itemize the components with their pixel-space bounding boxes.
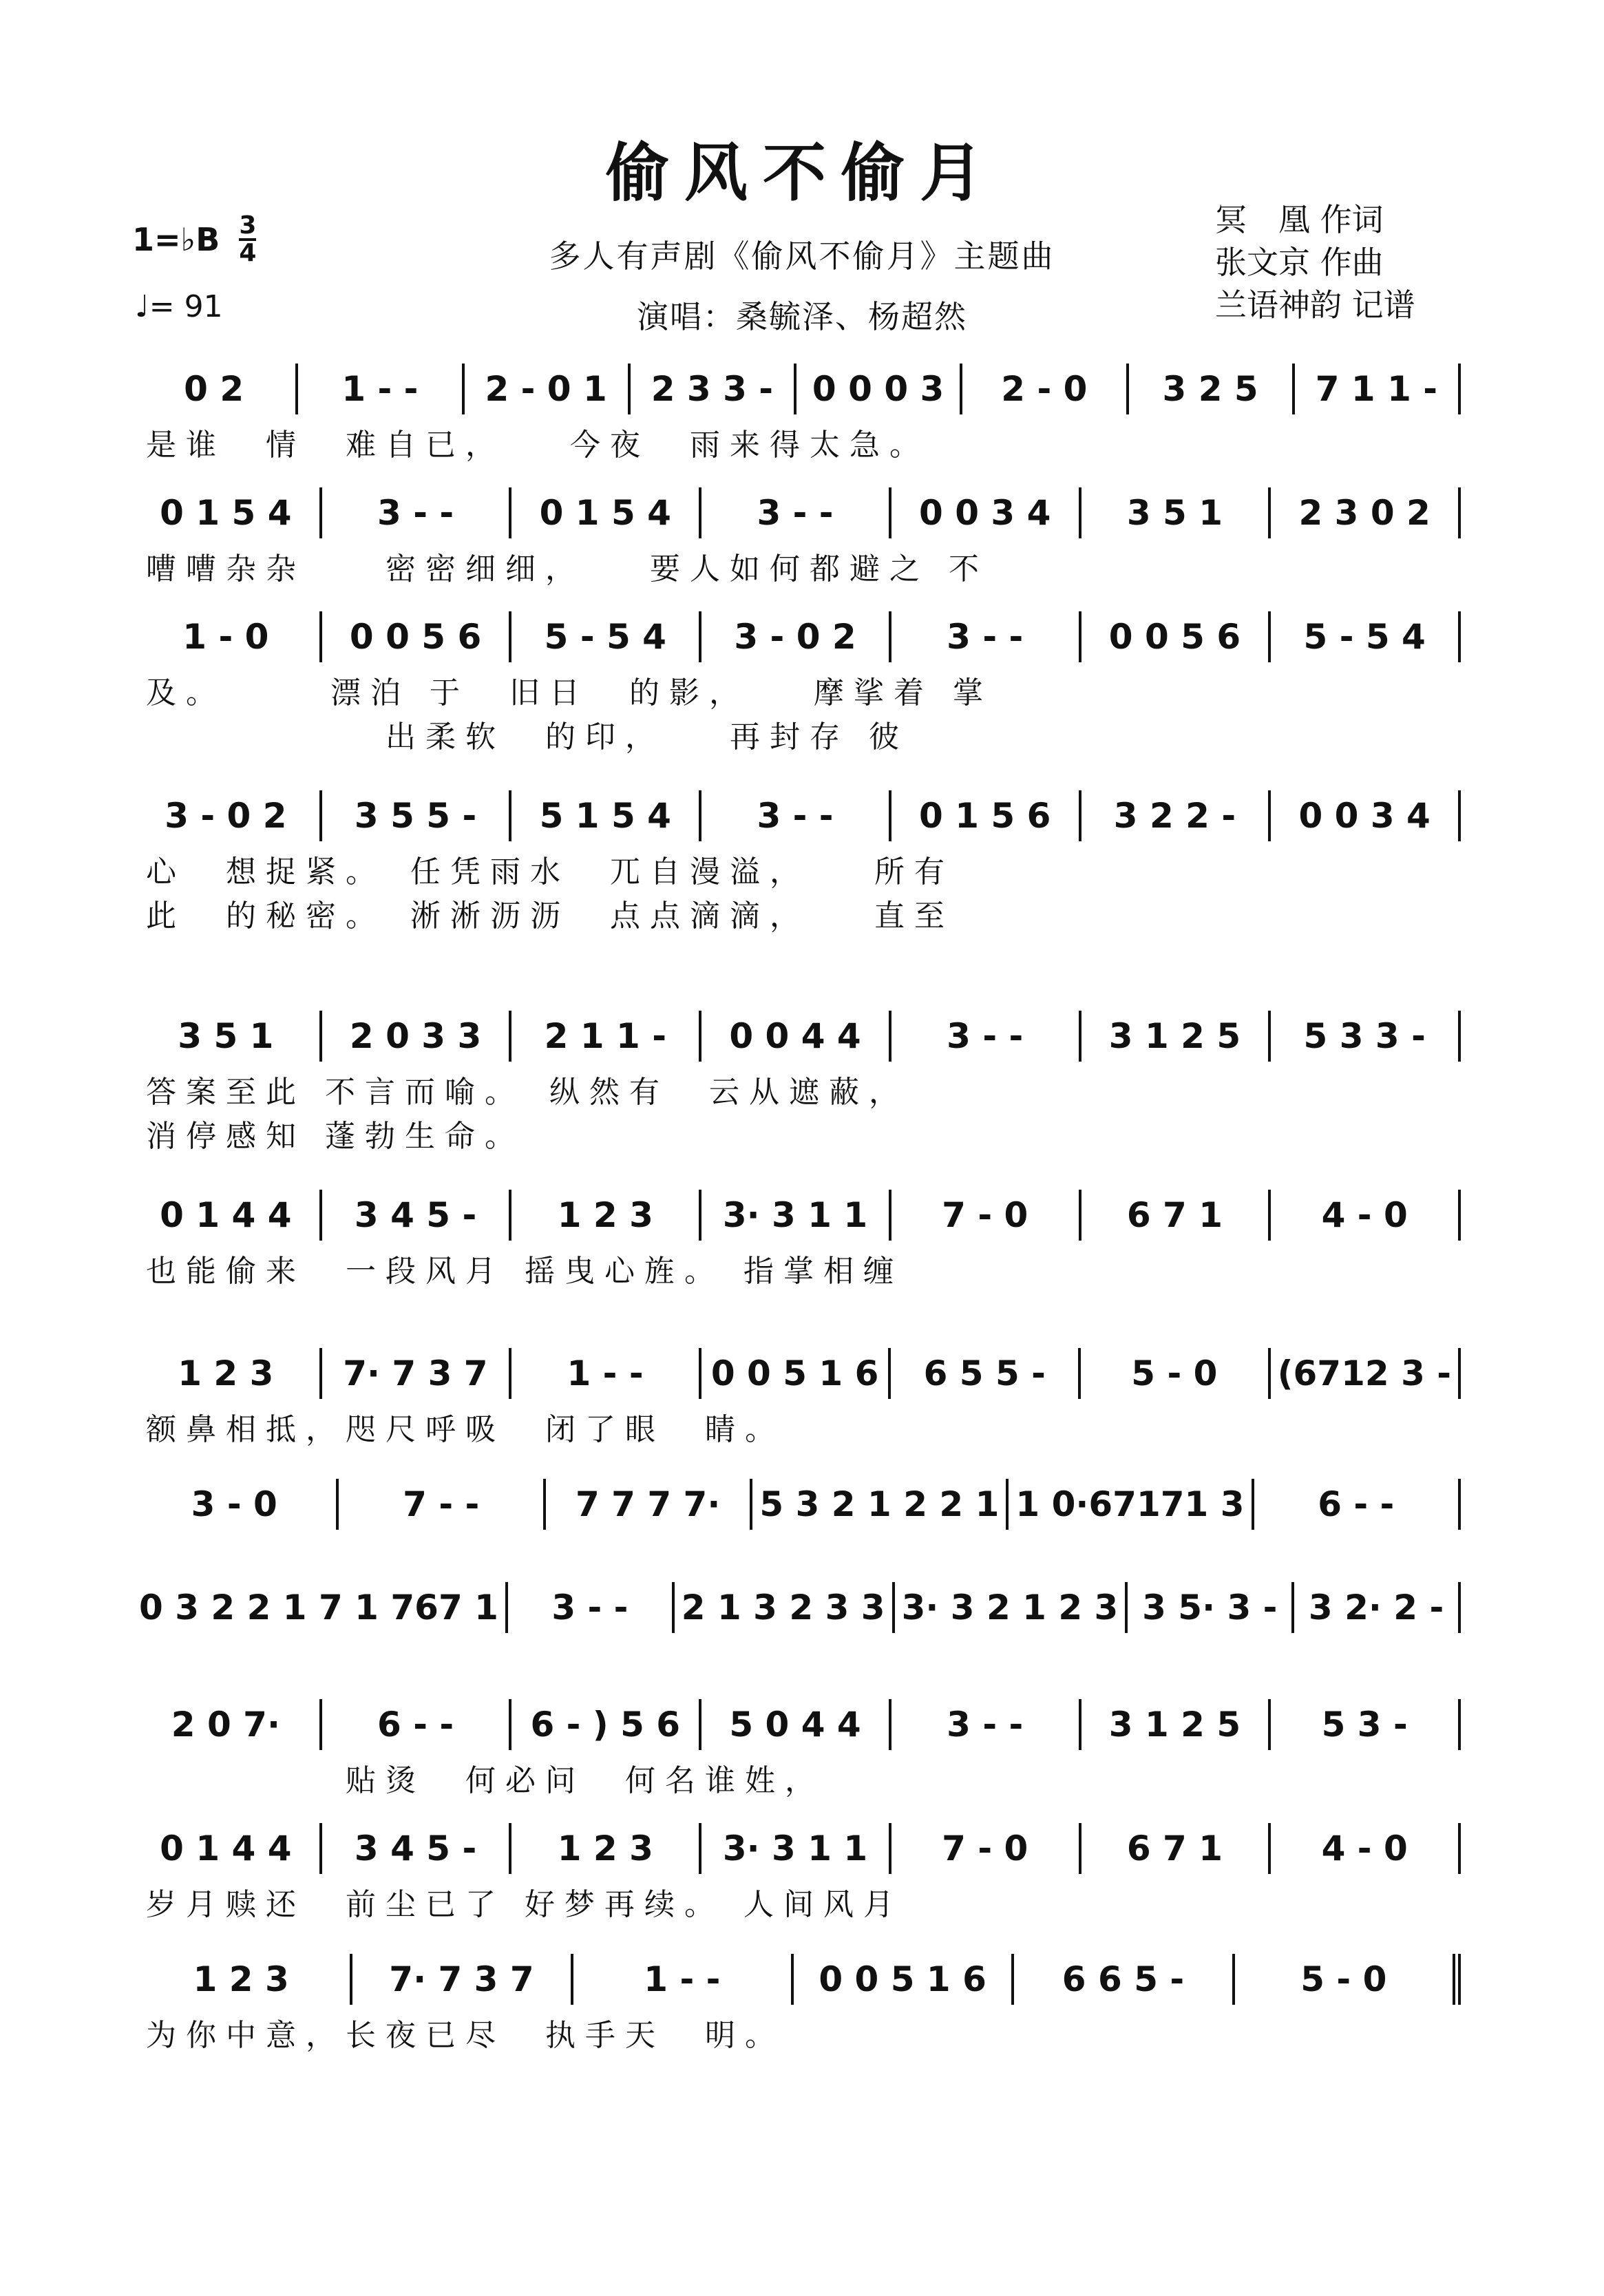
measure: 5 - 5 4	[511, 611, 701, 662]
measure: 3 4 5 -	[322, 1823, 512, 1874]
score-system	[132, 1694, 1461, 1800]
measure: 0 0 0 3	[796, 364, 962, 414]
measure: 2 3 0 2	[1271, 487, 1461, 538]
lyric-line: 消停感知 蓬勃生命。	[146, 1119, 525, 1154]
lyric-line: 答案至此 不言而喻。 纵然有 云从遮蔽，	[146, 1075, 909, 1110]
score-system	[132, 1818, 1461, 1924]
score-system	[132, 1342, 1461, 1449]
measure: 3 5 1	[132, 1011, 322, 1062]
measure: 2 1 3 2 3 3	[675, 1582, 895, 1633]
measure: 6 - ) 5 6	[511, 1699, 701, 1750]
measure: 0 0 3 4	[1271, 790, 1461, 841]
measure: 7· 7 3 7	[322, 1348, 512, 1399]
song-title: 偷风不偷月	[605, 136, 998, 210]
measure: 3· 3 1 1	[701, 1823, 891, 1874]
measure: 3 2 2 -	[1081, 790, 1271, 841]
lyric-line: 也能偷来 一段风月 摇曳心旌。 指掌相缠	[146, 1254, 903, 1289]
measure: 6 5 5 -	[891, 1348, 1081, 1399]
measure: 2 - 0	[962, 364, 1128, 414]
measure: 3 - -	[322, 487, 512, 538]
measure: 0 0 5 1 6	[701, 1348, 891, 1399]
measure: 3· 3 2 1 2 3	[895, 1582, 1128, 1633]
measure: 5 3 3 -	[1271, 1011, 1461, 1062]
notation-row	[132, 1577, 1461, 1639]
lyric-line: 额鼻相抵，咫尺呼吸 闭了眼 睛。	[146, 1412, 785, 1447]
measure: 5 - 5 4	[1271, 611, 1461, 662]
measure: 1 - 0	[132, 611, 322, 662]
score-system	[132, 785, 1461, 935]
measure: 3· 3 1 1	[701, 1190, 891, 1241]
measure: 2 - 0 1	[465, 364, 631, 414]
score-system	[132, 606, 1461, 756]
measure: 4 - 0	[1271, 1190, 1461, 1241]
measure: 6 - -	[1254, 1479, 1461, 1530]
measure: 1 0·67171 3	[1009, 1479, 1254, 1530]
measure: 3 2· 2 -	[1294, 1582, 1461, 1633]
measure: 5 3 -	[1271, 1699, 1461, 1750]
meter-bottom: 4	[239, 239, 257, 267]
measure: 3 2 5	[1129, 364, 1295, 414]
measure: 3 5· 3 -	[1128, 1582, 1294, 1633]
measure: 5 - 0	[1081, 1348, 1271, 1399]
measure: 7 - 0	[891, 1823, 1081, 1874]
measure: 3 - -	[891, 1011, 1081, 1062]
measure: 1 2 3	[511, 1190, 701, 1241]
measure: 3 5 5 -	[322, 790, 512, 841]
score-system	[132, 1577, 1461, 1683]
score-system	[132, 358, 1461, 464]
lyric-line: 贴烫 何必问 何名谁姓，	[146, 1763, 825, 1798]
notation-row	[132, 1184, 1461, 1246]
composer-credit: 张文京 作曲	[1215, 244, 1384, 281]
measure: 3 - -	[891, 1699, 1081, 1750]
meter-top: 3	[239, 211, 257, 240]
measure: 7· 7 3 7	[352, 1954, 573, 2005]
notation-row	[132, 1005, 1461, 1067]
measure: 3 - -	[701, 487, 891, 538]
key-signature	[132, 213, 256, 266]
singers-line: 演唱：桑毓泽、杨超然	[637, 298, 967, 335]
measure: 3 4 5 -	[322, 1190, 512, 1241]
lyric-line: 岁月赎还 前尘已了 好梦再续。 人间风月	[146, 1887, 903, 1922]
measure: 0 0 4 4	[701, 1011, 891, 1062]
key-label: 1=♭B	[132, 221, 220, 258]
measure: 0 0 5 6	[322, 611, 512, 662]
measure: 7 7 7 7·	[546, 1479, 752, 1530]
measure: 3 1 2 5	[1081, 1699, 1271, 1750]
lyric-line: 嘈嘈杂杂 密密细细， 要人如何都避之 不	[146, 551, 989, 587]
measure: 0 3 2 2 1 7 1 767 1	[132, 1582, 508, 1633]
lyric-line: 为你中意，长夜已尽 执手天 明。	[146, 2018, 785, 2053]
measure: 3 - 0 2	[132, 790, 322, 841]
measure: 2 3 3 -	[631, 364, 796, 414]
measure: 3 - -	[701, 790, 891, 841]
lyric-line: 是谁 情 难自已， 今夜 雨来得太急。	[146, 428, 929, 463]
tempo-mark: ♩= 91	[135, 289, 223, 324]
measure: 0 0 3 4	[891, 487, 1081, 538]
notation-row	[132, 482, 1461, 544]
notation-row	[132, 358, 1461, 420]
credits	[1215, 198, 1415, 326]
measure: 7 - 0	[891, 1190, 1081, 1241]
measure: (6712 3 -	[1271, 1348, 1461, 1399]
measure: 6 - -	[322, 1699, 512, 1750]
measure: 7 - -	[339, 1479, 545, 1530]
lyric-line	[132, 1639, 1461, 1683]
score-system	[132, 1473, 1461, 1579]
measure: 5 3 2 1 2 2 1	[752, 1479, 1009, 1530]
measure: 4 - 0	[1271, 1823, 1461, 1874]
measure: 5 0 4 4	[701, 1699, 891, 1750]
measure: 1 2 3	[132, 1348, 322, 1399]
measure: 2 0 7·	[132, 1699, 322, 1750]
measure: 1 - -	[298, 364, 464, 414]
measure: 7 1 1 -	[1295, 364, 1461, 414]
measure: 6 7 1	[1081, 1190, 1271, 1241]
lyric-line: 出柔软 的印， 再封存 彼	[146, 719, 909, 755]
measure: 0 1 5 6	[891, 790, 1081, 841]
lyricist-credit: 冥 凰 作词	[1215, 201, 1384, 238]
score-system	[132, 482, 1461, 588]
measure: 0 1 4 4	[132, 1823, 322, 1874]
score-system	[132, 1005, 1461, 1155]
measure: 3 - 0 2	[701, 611, 891, 662]
measure: 5 1 5 4	[511, 790, 701, 841]
measure: 1 2 3	[132, 1954, 352, 2005]
measure: 3 1 2 5	[1081, 1011, 1271, 1062]
notation-row	[132, 1473, 1461, 1535]
time-signature	[239, 213, 256, 266]
measure: 1 - -	[511, 1348, 701, 1399]
notation-row	[132, 606, 1461, 668]
measure: 6 6 5 -	[1014, 1954, 1234, 2005]
notation-row	[132, 785, 1461, 847]
measure: 5 - 0	[1235, 1954, 1461, 2005]
notation-row	[132, 1342, 1461, 1404]
lyric-line: 此 的秘密。 淅淅沥沥 点点滴滴， 直至	[146, 898, 954, 934]
notation-row	[132, 1818, 1461, 1879]
measure: 2 1 1 -	[511, 1011, 701, 1062]
measure: 3 - -	[508, 1582, 675, 1633]
measure: 0 0 5 1 6	[794, 1954, 1014, 2005]
measure: 0 0 5 6	[1081, 611, 1271, 662]
measure: 3 - 0	[132, 1479, 339, 1530]
lyric-line: 及。 漂泊 于 旧日 的影， 摩挲着 掌	[146, 675, 993, 710]
notation-row	[132, 1694, 1461, 1756]
measure: 1 2 3	[511, 1823, 701, 1874]
song-subtitle: 多人有声剧《偷风不偷月》主题曲	[549, 238, 1055, 275]
measure: 2 0 3 3	[322, 1011, 512, 1062]
transcriber-credit: 兰语神韵 记谱	[1215, 286, 1415, 324]
measure: 0 1 5 4	[132, 487, 322, 538]
lyric-line	[132, 1535, 1461, 1579]
notation-row	[132, 1948, 1461, 2010]
measure: 3 - -	[891, 611, 1081, 662]
score-system	[132, 1184, 1461, 1290]
measure: 6 7 1	[1081, 1823, 1271, 1874]
measure: 0 2	[132, 364, 298, 414]
score-system	[132, 1948, 1461, 2054]
measure: 3 5 1	[1081, 487, 1271, 538]
measure: 0 1 5 4	[511, 487, 701, 538]
measure: 1 - -	[573, 1954, 794, 2005]
lyric-line: 心 想捉紧。 任凭雨水 兀自漫溢， 所有	[146, 854, 954, 889]
measure: 0 1 4 4	[132, 1190, 322, 1241]
